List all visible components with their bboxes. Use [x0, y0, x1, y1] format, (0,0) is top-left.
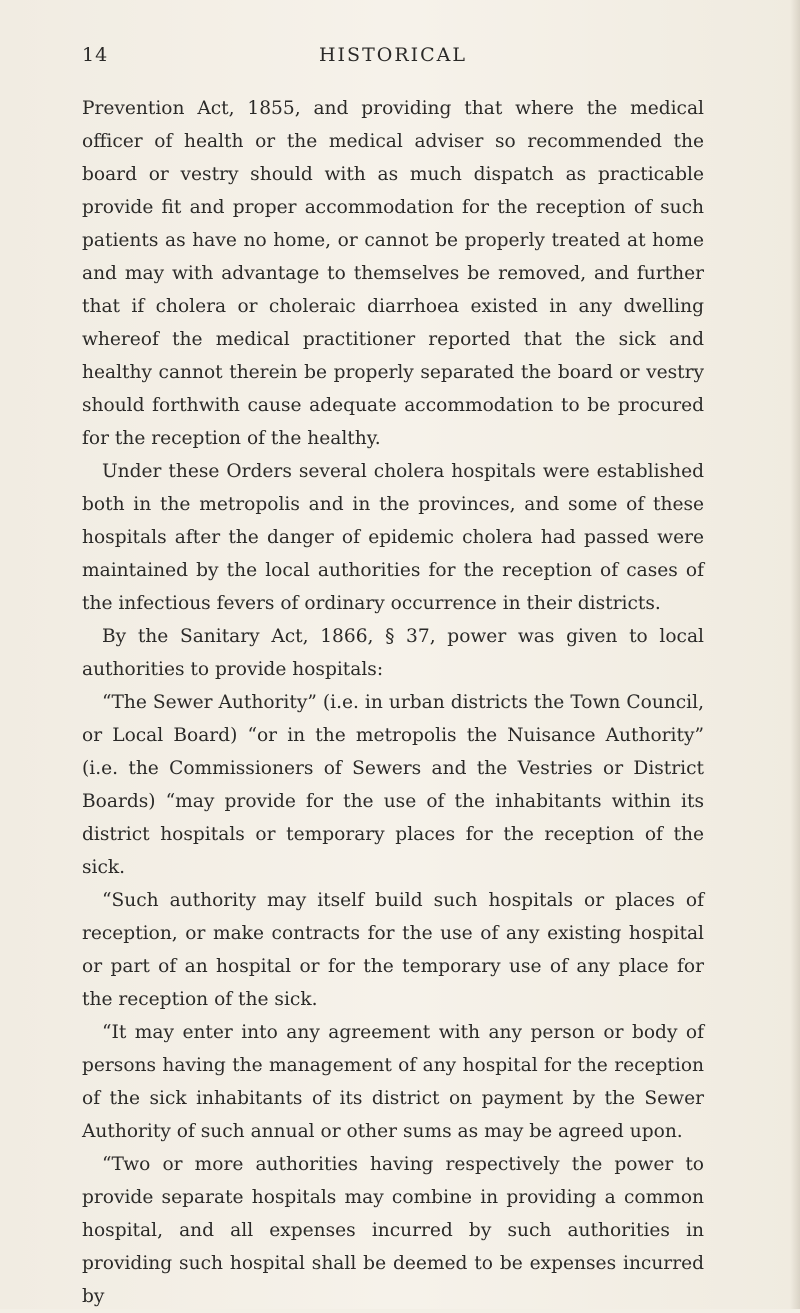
body-text: [82, 92, 704, 1313]
paragraph-prevention-act: Prevention Act, 1855, and providing that where the medical officer of health or the medical adviser so recommended the board or vestry should with as much dispatch as practicable provide fit and proper accommodation for the reception of such patients as have no home, or cannot be properly treated at home and may with advantage to themselves be removed, and further that if cholera or choleraic diarrhoea existed in any dwelling whereof the medical practitioner reported that the sick and healthy cannot therein be properly separated the board or vestry should forthwith cause adequate accommodation to be procured for the reception of the healthy.: [82, 98, 704, 449]
paragraph-such-authority: “Such authority may itself build such hospitals or places of reception, or make contracts for the use of any existing hospital or part of an hospital or for the temporary use of any place for the reception of the sick.: [82, 890, 704, 1010]
paragraph-cholera-hospitals: Under these Orders several cholera hospitals were established both in the metropolis and in the provinces, and some of these hospitals after the danger of epidemic cholera had passed were maintained by the local authorities for the reception of cases of the infectious fevers of ordinary occurrence in their districts.: [82, 461, 704, 614]
paragraph-sanitary-act: By the Sanitary Act, 1866, § 37, power was given to local authorities to provide hospitals:: [82, 626, 704, 680]
paragraph-sewer-authority: “The Sewer Authority” (i.e. in urban districts the Town Council, or Local Board) “or in the metropolis the Nuisance Authority” (i.e. the Commissioners of Sewers and the Vestries or District Boards) “may provide for the use of the inhabitants within its district hospitals or temporary places for the reception of the sick.: [82, 692, 704, 878]
page-number: 14: [82, 44, 109, 66]
paragraph-agreement: “It may enter into any agreement with any person or body of persons having the management of any hospital for the reception of the sick inhabitants of its district on payment by the Sewer Authority of such annual or other sums as may be agreed upon.: [82, 1022, 704, 1142]
running-title: HISTORICAL: [318, 44, 468, 66]
running-head: [82, 44, 704, 74]
page-edge-shadow: [790, 0, 800, 1309]
paragraph-combined-authorities: “Two or more authorities having respectively the power to provide separate hospitals may combine in providing a common hospital, and all expenses incurred by such authorities in providing such hospital shall be deemed to be expenses incurred by: [82, 1154, 704, 1307]
